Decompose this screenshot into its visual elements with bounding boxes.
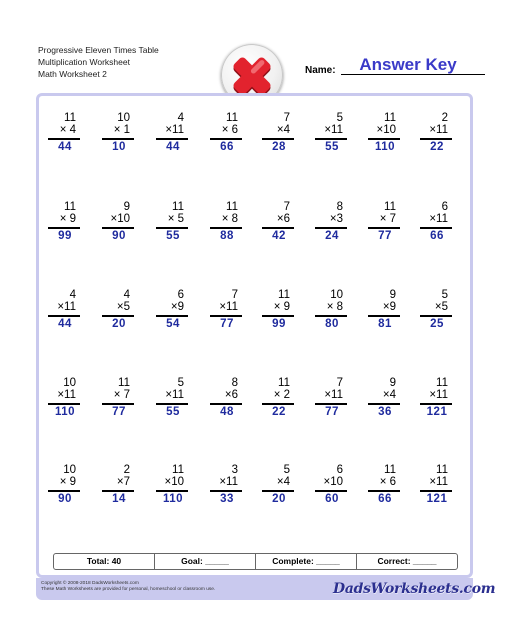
problem-5-6 <box>313 464 351 512</box>
problem-5-2 <box>100 464 138 512</box>
total-cell: Total: 40 <box>54 554 155 569</box>
problem-1-8 <box>418 112 456 160</box>
multiplicand: 11 <box>226 112 238 124</box>
multiplier: ×11 <box>57 389 76 401</box>
answer: 77 <box>220 317 234 330</box>
worksheet-number-line: Math Worksheet 2 <box>38 69 107 79</box>
multiplicand: 11 <box>172 201 184 213</box>
answer: 88 <box>220 229 234 242</box>
multiplicand: 11 <box>384 112 396 124</box>
multiplicand: 6 <box>336 464 343 476</box>
problem-2-1 <box>46 201 84 249</box>
problem-4-7 <box>366 377 404 425</box>
worksheet-header <box>0 0 512 92</box>
multiplicand: 6 <box>177 289 184 301</box>
answer: 44 <box>58 317 72 330</box>
multiplier: ×3 <box>329 213 343 225</box>
multiplicand: 10 <box>117 112 130 124</box>
answer: 55 <box>325 140 339 153</box>
multiplier: ×11 <box>219 301 238 313</box>
problem-1-3 <box>154 112 192 160</box>
multiplicand: 3 <box>231 464 238 476</box>
multiplier: ×6 <box>276 213 290 225</box>
multiplier: ×7 <box>116 476 130 488</box>
problem-2-4 <box>208 201 246 249</box>
correct-cell: Correct: _____ <box>377 556 437 566</box>
multiplier: × 4 <box>59 124 76 136</box>
multiplier: ×11 <box>57 301 76 313</box>
usage-line: These Math Worksheets are provided for personal, homeschool or classroom use. <box>41 587 216 592</box>
multiplicand: 11 <box>118 377 130 389</box>
multiplicand: 5 <box>336 112 343 124</box>
multiplicand: 4 <box>123 289 130 301</box>
answer: 110 <box>54 405 76 418</box>
multiplier: ×11 <box>324 124 343 136</box>
multiplier: ×11 <box>324 389 343 401</box>
answer: 66 <box>378 492 392 505</box>
answer: 60 <box>325 492 339 505</box>
answer: 22 <box>430 140 444 153</box>
problem-5-8 <box>418 464 456 512</box>
multiplier: × 5 <box>167 213 184 225</box>
problem-3-3 <box>154 289 192 337</box>
worksheet-title-block <box>38 44 159 80</box>
problem-1-5 <box>260 112 298 160</box>
problem-grid <box>46 112 465 512</box>
answer: 48 <box>220 405 234 418</box>
multiplicand: 7 <box>336 377 343 389</box>
answer-key-label: Answer Key <box>359 55 457 74</box>
multiplicand: 2 <box>441 112 448 124</box>
multiplicand: 7 <box>231 289 238 301</box>
multiplicand: 10 <box>63 377 76 389</box>
problem-1-2 <box>100 112 138 160</box>
multiplicand: 7 <box>283 112 290 124</box>
multiplicand: 11 <box>64 201 76 213</box>
multiplicand: 4 <box>69 289 76 301</box>
answer: 80 <box>325 317 339 330</box>
answer: 55 <box>166 405 180 418</box>
problem-4-5 <box>260 377 298 425</box>
multiplier: ×11 <box>219 476 238 488</box>
multiplicand: 9 <box>123 201 130 213</box>
problem-3-5 <box>260 289 298 337</box>
problem-5-5 <box>260 464 298 512</box>
multiplier: ×4 <box>276 124 290 136</box>
multiplier: ×6 <box>224 389 238 401</box>
multiplicand: 11 <box>64 112 76 124</box>
problem-2-8 <box>418 201 456 249</box>
problem-2-3 <box>154 201 192 249</box>
problem-4-8 <box>418 377 456 425</box>
answer: 25 <box>430 317 444 330</box>
multiplicand: 10 <box>330 289 343 301</box>
multiplier: ×11 <box>429 389 448 401</box>
problem-5-3 <box>154 464 192 512</box>
multiplicand: 5 <box>283 464 290 476</box>
answer: 77 <box>112 405 126 418</box>
multiplier: × 8 <box>326 301 343 313</box>
answer: 33 <box>220 492 234 505</box>
answer: 44 <box>166 140 180 153</box>
name-field <box>305 55 485 77</box>
answer: 110 <box>162 492 184 505</box>
problem-5-1 <box>46 464 84 512</box>
answer: 110 <box>374 140 396 153</box>
problem-4-1 <box>46 377 84 425</box>
worksheet-title-line: Progressive Eleven Times Table <box>38 45 159 55</box>
multiplier: ×10 <box>376 124 396 136</box>
multiplicand: 5 <box>441 289 448 301</box>
complete-cell: Complete: _____ <box>256 554 357 569</box>
multiplier: ×9 <box>170 301 184 313</box>
problem-4-2 <box>100 377 138 425</box>
multiplier: ×10 <box>164 476 184 488</box>
multiplicand: 9 <box>389 377 396 389</box>
answer: 20 <box>272 492 286 505</box>
problem-3-2 <box>100 289 138 337</box>
multiplicand: 9 <box>389 289 396 301</box>
multiplicand: 4 <box>177 112 184 124</box>
problem-3-1 <box>46 289 84 337</box>
problem-5-7 <box>366 464 404 512</box>
answer: 54 <box>166 317 180 330</box>
problem-4-4 <box>208 377 246 425</box>
problem-4-3 <box>154 377 192 425</box>
answer: 10 <box>112 140 126 153</box>
multiplicand: 11 <box>278 289 290 301</box>
multiplicand: 11 <box>172 464 184 476</box>
answer: 66 <box>430 229 444 242</box>
multiplier: ×5 <box>434 301 448 313</box>
multiplicand: 5 <box>177 377 184 389</box>
multiplier: ×9 <box>382 301 396 313</box>
problem-1-6 <box>313 112 351 160</box>
multiplicand: 11 <box>384 201 396 213</box>
multiplicand: 8 <box>231 377 238 389</box>
multiplier: ×11 <box>429 213 448 225</box>
problem-2-2 <box>100 201 138 249</box>
multiplicand: 11 <box>436 464 448 476</box>
problem-2-5 <box>260 201 298 249</box>
problem-2-6 <box>313 201 351 249</box>
problem-2-7 <box>366 201 404 249</box>
answer: 28 <box>272 140 286 153</box>
answer: 36 <box>378 405 392 418</box>
multiplicand: 11 <box>278 377 290 389</box>
multiplier: ×4 <box>276 476 290 488</box>
multiplier: × 7 <box>379 213 396 225</box>
copyright-notice <box>41 581 215 593</box>
multiplicand: 11 <box>436 377 448 389</box>
answer: 121 <box>426 492 448 505</box>
multiplier: × 8 <box>221 213 238 225</box>
multiplier: × 9 <box>273 301 290 313</box>
answer: 20 <box>112 317 126 330</box>
problem-3-6 <box>313 289 351 337</box>
problem-5-4 <box>208 464 246 512</box>
answer: 121 <box>426 405 448 418</box>
problem-3-8 <box>418 289 456 337</box>
multiplier: × 9 <box>59 476 76 488</box>
answer: 44 <box>58 140 72 153</box>
multiplier: ×5 <box>116 301 130 313</box>
multiplicand: 7 <box>283 201 290 213</box>
worksheet-subtitle-line: Multiplication Worksheet <box>38 57 130 67</box>
problem-1-1 <box>46 112 84 160</box>
multiplicand: 2 <box>123 464 130 476</box>
answer: 66 <box>220 140 234 153</box>
answer: 22 <box>272 405 286 418</box>
problem-3-7 <box>366 289 404 337</box>
multiplier: × 1 <box>113 124 130 136</box>
multiplicand: 11 <box>226 201 238 213</box>
answer: 77 <box>325 405 339 418</box>
answer: 90 <box>58 492 72 505</box>
answer: 24 <box>325 229 339 242</box>
multiplicand: 6 <box>441 201 448 213</box>
answer: 81 <box>378 317 392 330</box>
answer: 14 <box>112 492 126 505</box>
goal-cell: Goal: _____ <box>155 554 256 569</box>
answer: 99 <box>272 317 286 330</box>
problem-1-7 <box>366 112 404 160</box>
multiplier: × 6 <box>221 124 238 136</box>
multiplier: × 2 <box>273 389 290 401</box>
multiplicand: 11 <box>384 464 396 476</box>
multiplicand: 10 <box>63 464 76 476</box>
answer: 77 <box>378 229 392 242</box>
name-label: Name: <box>305 65 336 76</box>
multiplier: ×10 <box>110 213 130 225</box>
multiplier: × 7 <box>113 389 130 401</box>
problem-3-4 <box>208 289 246 337</box>
multiplier: ×4 <box>382 389 396 401</box>
answer: 42 <box>272 229 286 242</box>
multiplier: ×11 <box>165 124 184 136</box>
multiplier: ×11 <box>165 389 184 401</box>
multiplier: × 6 <box>379 476 396 488</box>
score-bar <box>53 553 458 570</box>
multiplicand: 8 <box>336 201 343 213</box>
multiplier: × 9 <box>59 213 76 225</box>
multiplier: ×11 <box>429 476 448 488</box>
problem-4-6 <box>313 377 351 425</box>
multiplier: ×10 <box>323 476 343 488</box>
multiplier: ×11 <box>429 124 448 136</box>
answer: 90 <box>112 229 126 242</box>
problem-1-4 <box>208 112 246 160</box>
answer: 99 <box>58 229 72 242</box>
copyright-line: Copyright © 2008-2018 DadsWorksheets.com <box>41 581 139 586</box>
answer: 55 <box>166 229 180 242</box>
brand-logo: DadsWorksheets.com <box>333 581 496 597</box>
